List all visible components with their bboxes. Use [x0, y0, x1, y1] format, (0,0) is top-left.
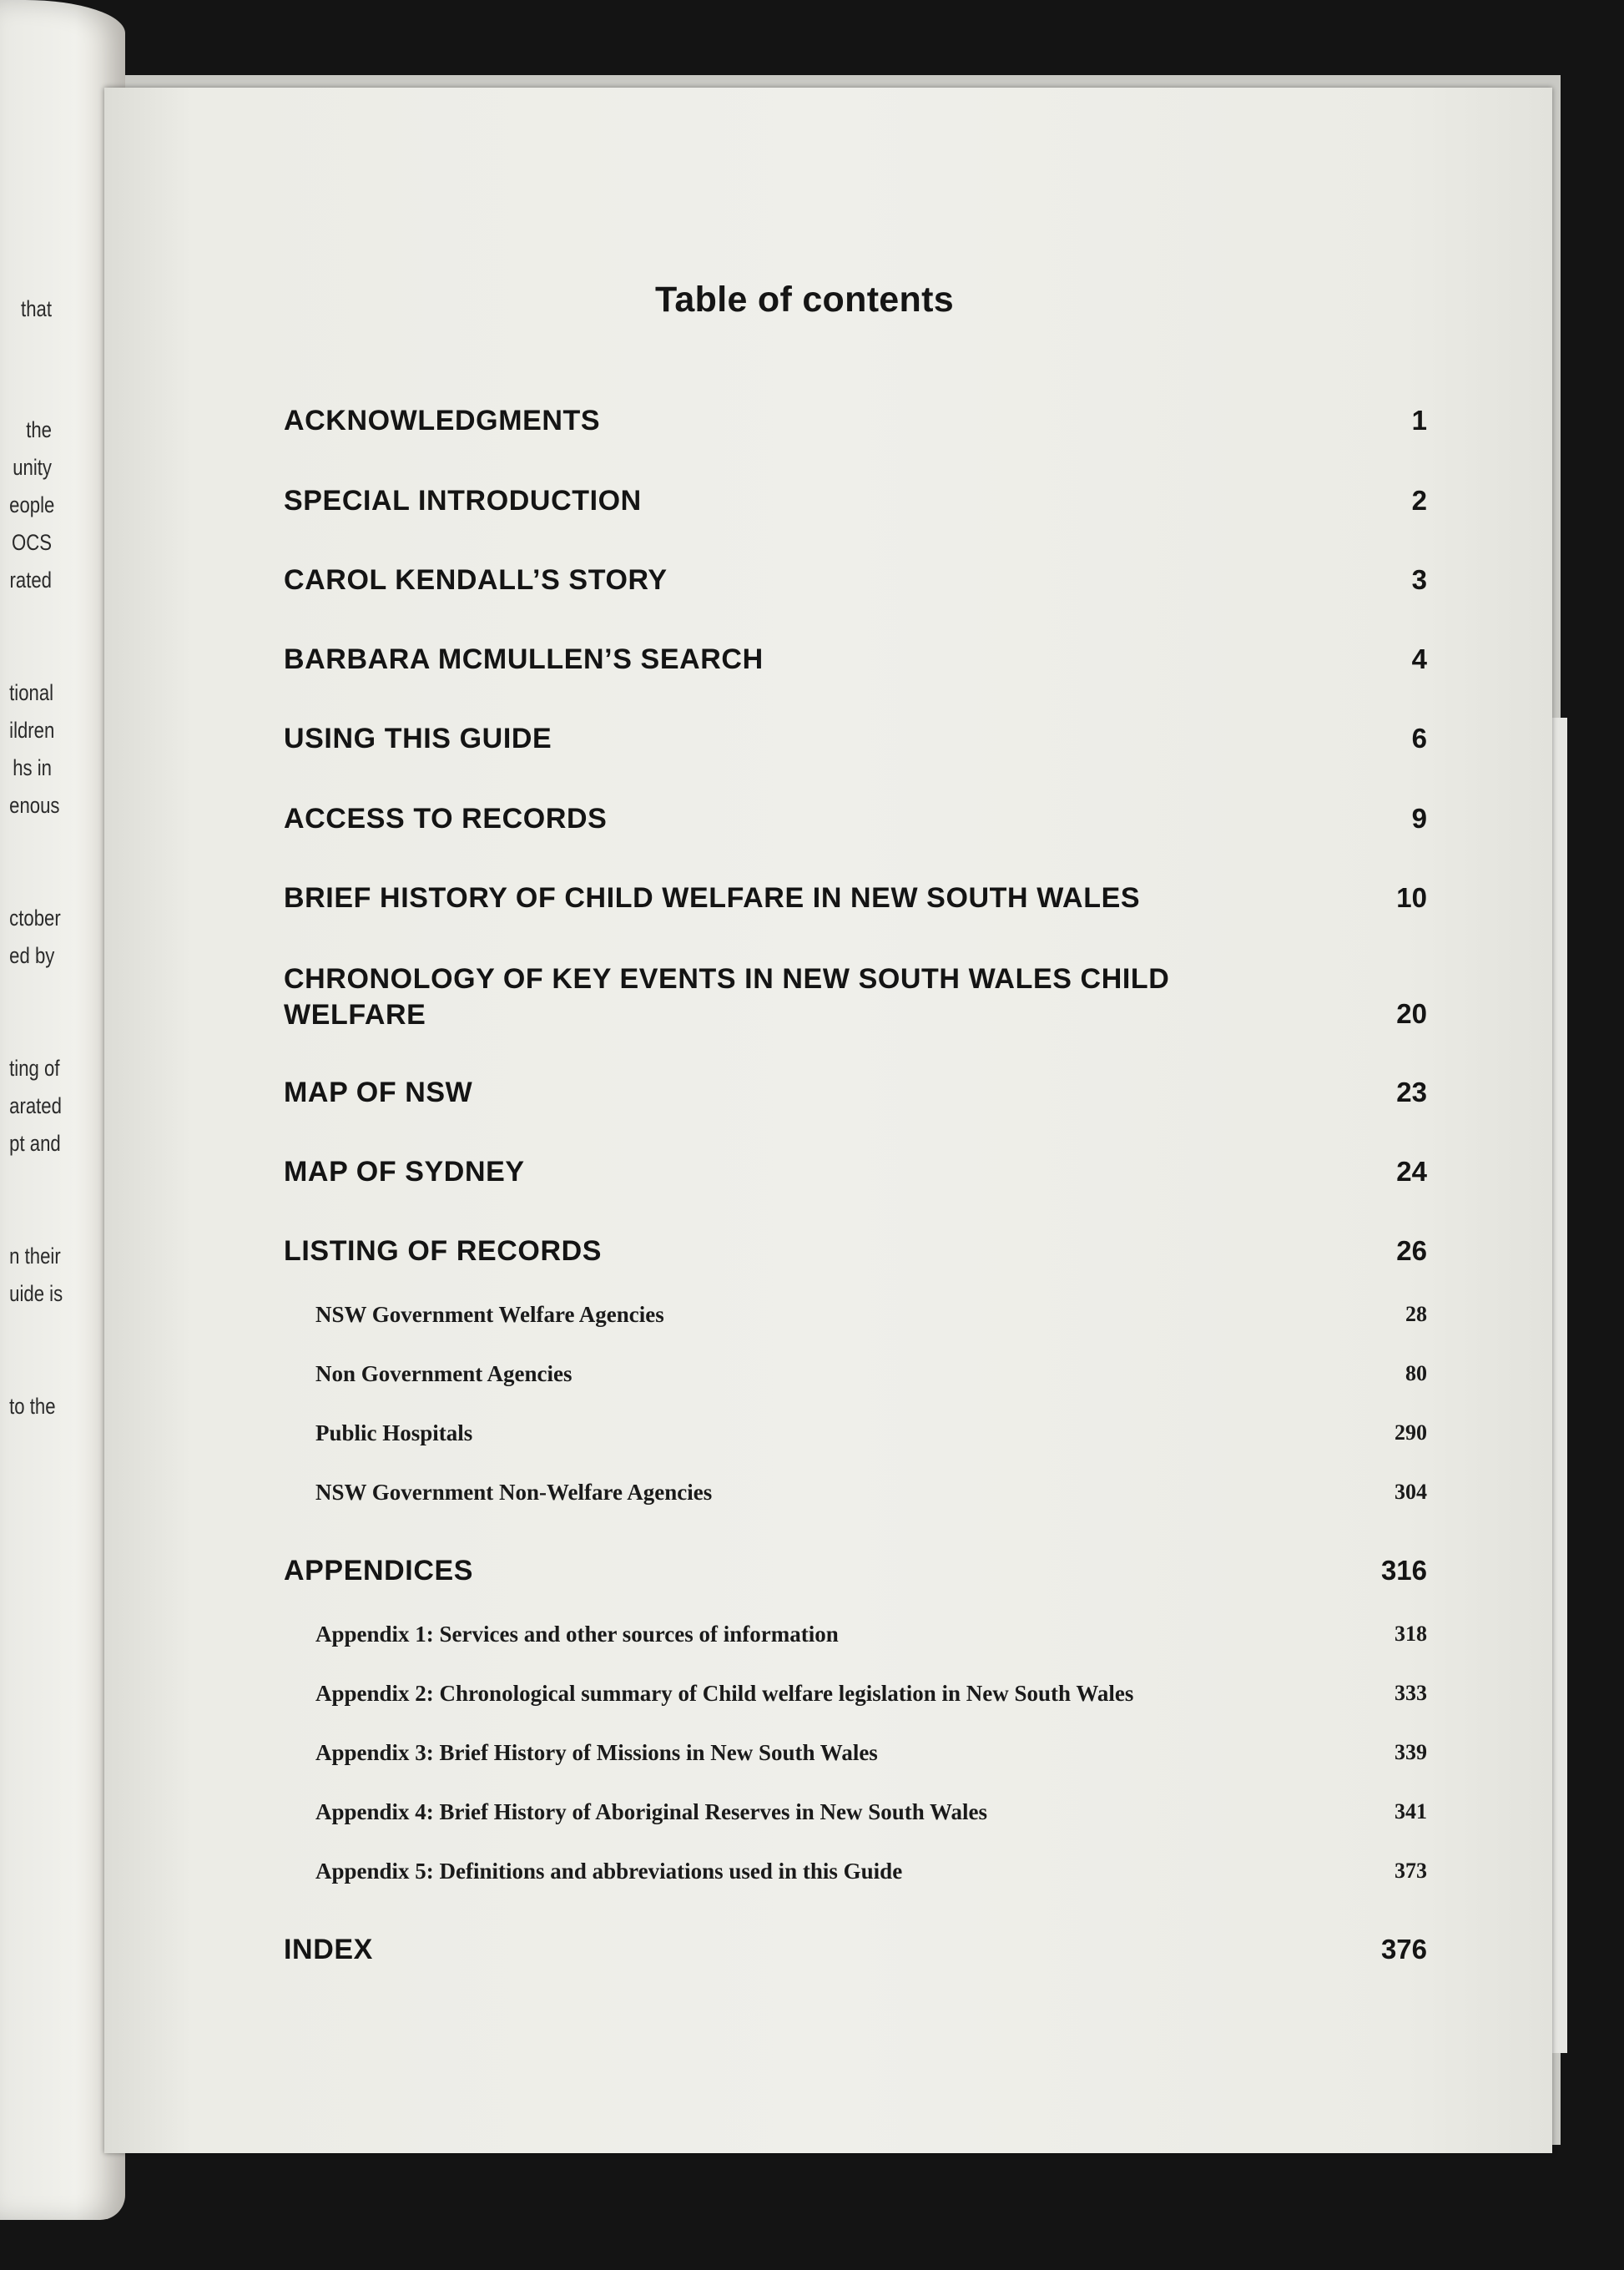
toc-entry-label: INDEX: [284, 1934, 373, 1965]
previous-page-text: OCS: [12, 530, 52, 555]
toc-subentry-page: 373: [1395, 1859, 1427, 1883]
toc-entry: [284, 1934, 1427, 1975]
toc-subentry-page: 339: [1395, 1740, 1427, 1764]
previous-page-text: the: [26, 417, 52, 442]
toc-entry: [284, 485, 1427, 527]
toc-entry-page: 6: [1411, 723, 1427, 754]
toc-entry: [284, 803, 1427, 845]
toc-subentry-label: Appendix 5: Definitions and abbreviations used in this Guide: [315, 1859, 903, 1884]
toc-subentry: [284, 1420, 1427, 1454]
toc-entry-page: 20: [1396, 998, 1427, 1029]
toc-entry-page: 24: [1396, 1156, 1427, 1187]
toc-subentry: [284, 1859, 1427, 1892]
toc-subentry-page: 28: [1405, 1302, 1427, 1326]
toc-entry-label: SPECIAL INTRODUCTION: [284, 485, 642, 517]
toc-entry: [284, 1555, 1427, 1597]
toc-entry-page: 23: [1396, 1077, 1427, 1107]
toc-subentry-page: 341: [1395, 1799, 1427, 1824]
toc-entry-page: 3: [1411, 564, 1427, 595]
previous-page-text: n their: [9, 1243, 61, 1269]
toc-subentry: [284, 1740, 1427, 1773]
toc-entry: [284, 405, 1427, 446]
toc-entry-label: CAROL KENDALL’S STORY: [284, 564, 668, 596]
toc-entry: [284, 1156, 1427, 1198]
previous-page-text: enous: [9, 793, 60, 818]
toc-entry-page: 1: [1411, 405, 1427, 436]
toc-entry-label: LISTING OF RECORDS: [284, 1235, 603, 1267]
toc-entry-page: 9: [1411, 803, 1427, 834]
toc-subentry-page: 304: [1395, 1480, 1427, 1504]
toc-entry-page: 10: [1396, 882, 1427, 913]
toc-entry: [284, 1077, 1427, 1118]
toc-subentry-label: NSW Government Non-Welfare Agencies: [315, 1480, 713, 1505]
toc-entry: [284, 723, 1427, 764]
previous-page-text: pt and: [9, 1131, 61, 1156]
toc-entry-label: MAP OF NSW: [284, 1077, 473, 1108]
toc-entry-label: ACKNOWLEDGMENTS: [284, 405, 601, 436]
toc-subentry-label: Appendix 4: Brief History of Aboriginal Reserves in New South Wales: [315, 1799, 988, 1824]
toc-entry: [284, 961, 1427, 1037]
previous-page-text: ctober: [9, 905, 61, 931]
previous-page-text: ed by: [9, 943, 55, 968]
toc-subentry-label: NSW Government Welfare Agencies: [315, 1302, 664, 1327]
previous-page-text: tional: [9, 680, 54, 705]
toc-subentry: [284, 1681, 1427, 1714]
previous-page-text: hs in: [13, 755, 53, 780]
toc-entry-label: APPENDICES: [284, 1555, 474, 1586]
toc-entry: [284, 564, 1427, 606]
toc-page: [104, 88, 1552, 2153]
toc-subentry: [284, 1361, 1427, 1395]
toc-subentry-label: Appendix 3: Brief History of Missions in New South Wales: [315, 1740, 878, 1765]
toc-subentry-label: Appendix 2: Chronological summary of Child welfare legislation in New South Wales: [315, 1681, 1134, 1706]
page-title: Table of contents: [655, 280, 954, 320]
toc-subentry: [284, 1622, 1427, 1655]
toc-entry-label: BRIEF HISTORY OF CHILD WELFARE IN NEW SOUTH WALES: [284, 882, 1141, 914]
toc-entry-label: MAP OF SYDNEY: [284, 1156, 525, 1188]
previous-page-text: ildren: [9, 718, 55, 743]
previous-page-text: rated: [9, 568, 52, 593]
toc-subentry: [284, 1799, 1427, 1833]
toc-entry: [284, 1235, 1427, 1277]
previous-page-text: that: [21, 296, 52, 321]
toc-entry-label: USING THIS GUIDE: [284, 723, 552, 754]
previous-page-text: uide is: [9, 1281, 63, 1306]
toc-entry-page: 316: [1380, 1555, 1427, 1586]
toc-subentry-label: Appendix 1: Services and other sources of information: [315, 1622, 839, 1647]
toc-entry: [284, 882, 1427, 924]
toc-entry-page: 26: [1396, 1235, 1427, 1266]
toc-subentry-label: Non Government Agencies: [315, 1361, 572, 1386]
previous-page-text: to the: [9, 1394, 56, 1419]
toc-subentry-page: 318: [1395, 1622, 1427, 1646]
previous-page-text: ting of: [9, 1056, 60, 1081]
toc-entry-label: BARBARA MCMULLEN’S SEARCH: [284, 643, 764, 675]
toc-entry-label: CHRONOLOGY OF KEY EVENTS IN NEW SOUTH WALES CHILD: [284, 963, 1170, 995]
toc-entry-page: 2: [1411, 485, 1427, 516]
toc-subentry-label: Public Hospitals: [315, 1420, 473, 1445]
toc-entry-label: ACCESS TO RECORDS: [284, 803, 608, 835]
previous-page-text: unity: [13, 455, 53, 480]
previous-page-text: eople: [9, 492, 55, 517]
previous-page-text: arated: [9, 1093, 62, 1118]
toc-subentry-page: 290: [1395, 1420, 1427, 1445]
toc-subentry-page: 333: [1395, 1681, 1427, 1705]
toc-entry-page: 376: [1380, 1934, 1427, 1965]
toc-subentry-page: 80: [1405, 1361, 1427, 1385]
toc-entry-page: 4: [1411, 643, 1427, 674]
toc-entry: [284, 643, 1427, 685]
toc-subentry: [284, 1302, 1427, 1335]
toc-subentry: [284, 1480, 1427, 1513]
toc-entry-label-continued: WELFARE: [284, 999, 426, 1031]
